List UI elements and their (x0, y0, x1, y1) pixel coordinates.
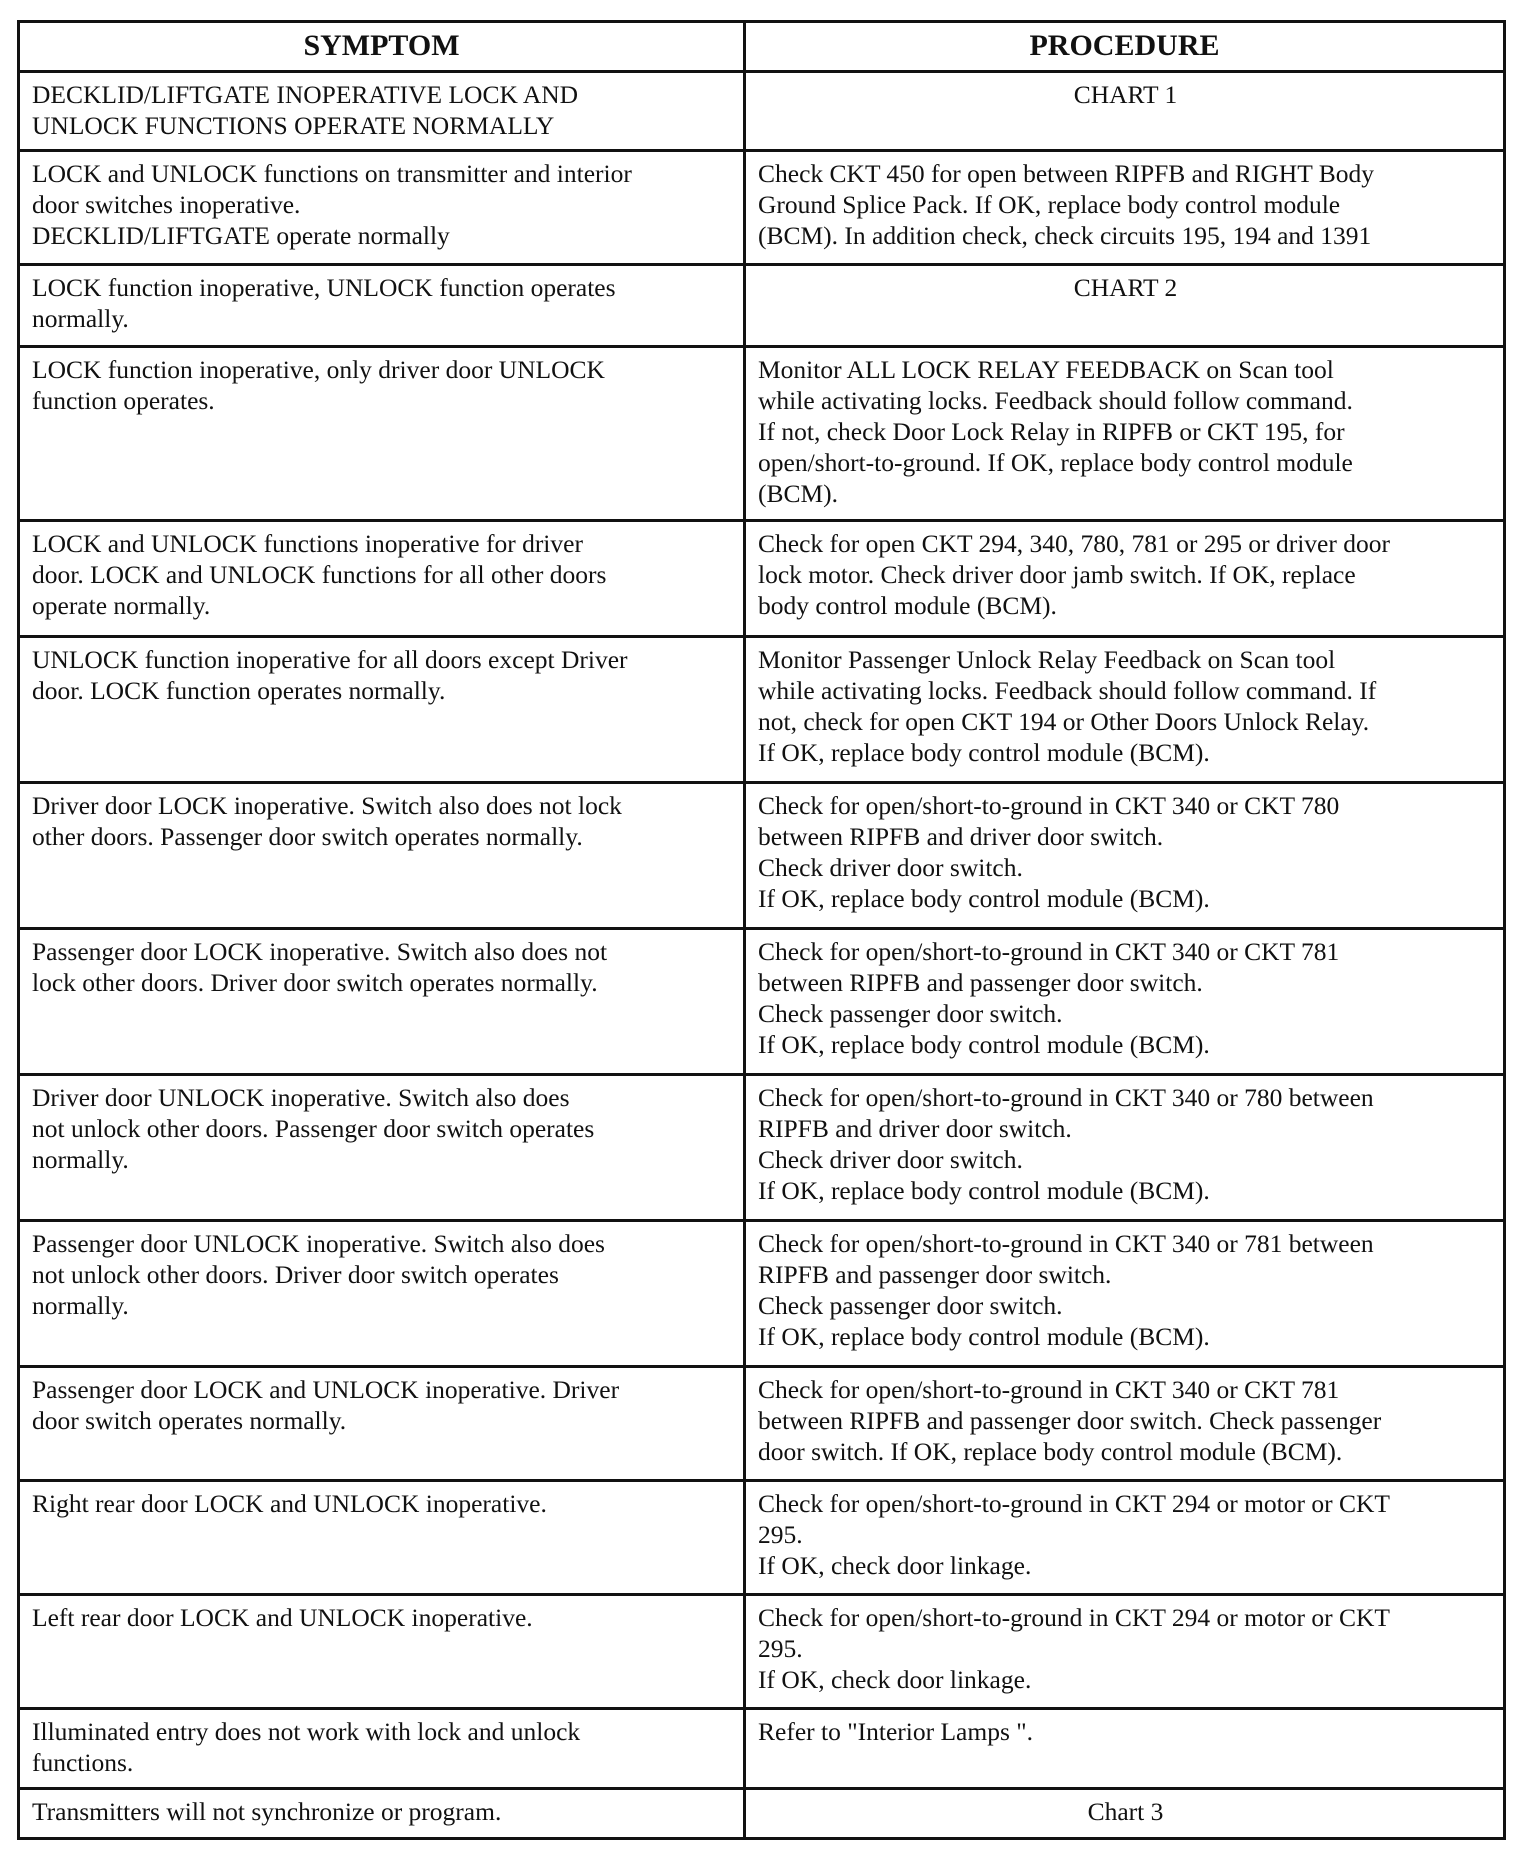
symptom-cell: LOCK function inoperative, only driver door UNLOCK function operates. (19, 347, 745, 521)
symptom-cell: Illuminated entry does not work with lock and unlock functions. (19, 1709, 745, 1789)
symptom-cell: Driver door UNLOCK inoperative. Switch also does not unlock other doors. Passenger door switch operates normally. (19, 1075, 745, 1221)
table-row (19, 1709, 1505, 1789)
table-row (19, 1221, 1505, 1367)
table-row (19, 1481, 1505, 1595)
procedure-cell: Chart 3 (745, 1789, 1505, 1839)
table-row (19, 1075, 1505, 1221)
symptom-column-header: SYMPTOM (19, 22, 745, 72)
procedure-cell: Check for open/short-to-ground in CKT 294 or motor or CKT 295. If OK, check door linkage. (745, 1481, 1505, 1595)
procedure-column-header: PROCEDURE (745, 22, 1505, 72)
symptom-cell: LOCK function inoperative, UNLOCK function operates normally. (19, 265, 745, 347)
procedure-cell: Check for open CKT 294, 340, 780, 781 or 295 or driver door lock motor. Check driver door jamb switch. If OK, replace body control module (BCM). (745, 521, 1505, 637)
symptom-cell: DECKLID/LIFTGATE INOPERATIVE LOCK AND UNLOCK FUNCTIONS OPERATE NORMALLY (19, 72, 745, 151)
procedure-cell: CHART 2 (745, 265, 1505, 347)
symptom-cell: Transmitters will not synchronize or program. (19, 1789, 745, 1839)
procedure-cell: Monitor Passenger Unlock Relay Feedback on Scan tool while activating locks. Feedback should follow command. If not, check for open CKT 194 or Other Doors Unlock Relay. If OK, replace body control module (BCM). (745, 637, 1505, 783)
symptom-cell: Right rear door LOCK and UNLOCK inoperative. (19, 1481, 745, 1595)
table-row (19, 929, 1505, 1075)
procedure-cell: Check for open/short-to-ground in CKT 294 or motor or CKT 295. If OK, check door linkage. (745, 1595, 1505, 1709)
procedure-cell: Check for open/short-to-ground in CKT 340 or CKT 780 between RIPFB and driver door switch. Check driver door switch. If OK, replace body control module (BCM). (745, 783, 1505, 929)
procedure-cell: Check for open/short-to-ground in CKT 340 or CKT 781 between RIPFB and passenger door switch. Check passenger door switch. If OK, replace body control module (BCM). (745, 1367, 1505, 1481)
symptom-cell: Passenger door UNLOCK inoperative. Switch also does not unlock other doors. Driver door switch operates normally. (19, 1221, 745, 1367)
table-row (19, 1367, 1505, 1481)
table-row (19, 1595, 1505, 1709)
table-row (19, 1789, 1505, 1839)
procedure-cell: Check CKT 450 for open between RIPFB and RIGHT Body Ground Splice Pack. If OK, replace body control module (BCM). In addition check, check circuits 195, 194 and 1391 (745, 151, 1505, 265)
symptom-cell: Left rear door LOCK and UNLOCK inoperative. (19, 1595, 745, 1709)
symptom-cell: LOCK and UNLOCK functions inoperative for driver door. LOCK and UNLOCK functions for all other doors operate normally. (19, 521, 745, 637)
procedure-cell: Monitor ALL LOCK RELAY FEEDBACK on Scan tool while activating locks. Feedback should follow command. If not, check Door Lock Relay in RIPFB or CKT 195, for open/short-to-ground. If OK, replace body control module (BCM). (745, 347, 1505, 521)
table-row (19, 265, 1505, 347)
procedure-cell: Check for open/short-to-ground in CKT 340 or 780 between RIPFB and driver door switch. Check driver door switch. If OK, replace body control module (BCM). (745, 1075, 1505, 1221)
table-row (19, 72, 1505, 151)
symptom-cell: UNLOCK function inoperative for all doors except Driver door. LOCK function operates normally. (19, 637, 745, 783)
symptom-cell: LOCK and UNLOCK functions on transmitter and interior door switches inoperative. DECKLID/LIFTGATE operate normally (19, 151, 745, 265)
table-row (19, 637, 1505, 783)
table-row (19, 151, 1505, 265)
header-row (19, 22, 1505, 72)
table-row (19, 521, 1505, 637)
symptom-cell: Driver door LOCK inoperative. Switch also does not lock other doors. Passenger door switch operates normally. (19, 783, 745, 929)
diagnostic-table-sheet (17, 20, 1503, 1840)
procedure-cell: Refer to "Interior Lamps ". (745, 1709, 1505, 1789)
procedure-cell: Check for open/short-to-ground in CKT 340 or 781 between RIPFB and passenger door switch. Check passenger door switch. If OK, replace body control module (BCM). (745, 1221, 1505, 1367)
table-row (19, 347, 1505, 521)
symptom-cell: Passenger door LOCK and UNLOCK inoperative. Driver door switch operates normally. (19, 1367, 745, 1481)
procedure-cell: CHART 1 (745, 72, 1505, 151)
table-row (19, 783, 1505, 929)
symptom-cell: Passenger door LOCK inoperative. Switch also does not lock other doors. Driver door switch operates normally. (19, 929, 745, 1075)
symptom-procedure-table (17, 20, 1506, 1840)
procedure-cell: Check for open/short-to-ground in CKT 340 or CKT 781 between RIPFB and passenger door switch. Check passenger door switch. If OK, replace body control module (BCM). (745, 929, 1505, 1075)
